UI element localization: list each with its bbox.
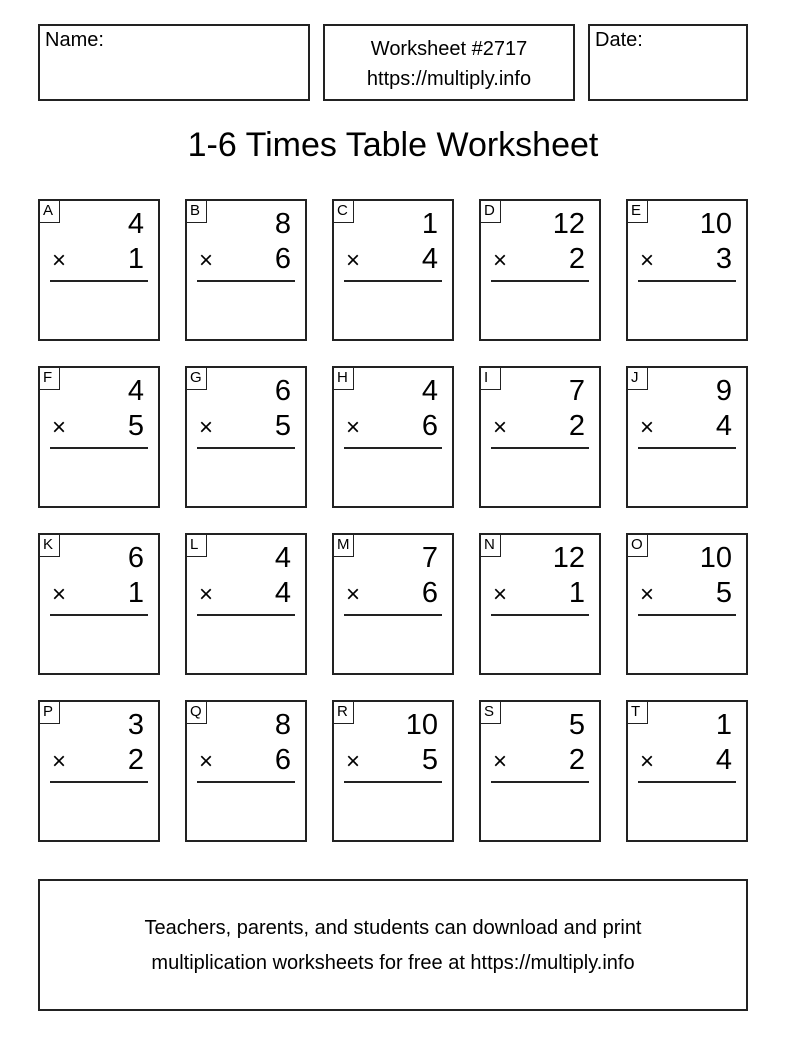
multiplicand: 10 [405, 709, 438, 741]
multiplicand: 4 [127, 375, 144, 407]
times-sign: × [346, 748, 361, 775]
times-sign: × [493, 247, 508, 274]
problem-letter: C [334, 201, 354, 223]
problem-card-k[interactable] [38, 533, 160, 675]
multiplier: 1 [568, 577, 585, 609]
times-sign: × [199, 247, 214, 274]
answer-line [638, 781, 736, 783]
problem-grid [38, 199, 748, 842]
times-sign: × [346, 247, 361, 274]
problem-card-j[interactable] [626, 366, 748, 508]
problem-letter: T [628, 702, 648, 724]
multiplier: 2 [568, 243, 585, 275]
times-sign: × [493, 748, 508, 775]
problem-card-g[interactable] [185, 366, 307, 508]
multiplier: 6 [274, 744, 291, 776]
problem-card-h[interactable] [332, 366, 454, 508]
multiplier: 1 [127, 243, 144, 275]
times-sign: × [199, 748, 214, 775]
problem-card-b[interactable] [185, 199, 307, 341]
problem-card-d[interactable] [479, 199, 601, 341]
problem-card-f[interactable] [38, 366, 160, 508]
multiplicand: 1 [715, 709, 732, 741]
answer-line [197, 781, 295, 783]
times-sign: × [52, 581, 67, 608]
problem-letter: I [481, 368, 501, 390]
problem-letter: D [481, 201, 501, 223]
worksheet-info-box [323, 24, 575, 101]
times-sign: × [52, 247, 67, 274]
multiplier: 5 [715, 577, 732, 609]
footer-box [38, 879, 748, 1011]
problem-letter: L [187, 535, 207, 557]
times-sign: × [52, 748, 67, 775]
name-label: Name: [45, 29, 104, 51]
problem-letter: O [628, 535, 648, 557]
answer-line [50, 280, 148, 282]
times-sign: × [52, 414, 67, 441]
problem-card-i[interactable] [479, 366, 601, 508]
problem-card-a[interactable] [38, 199, 160, 341]
answer-line [50, 447, 148, 449]
multiplicand: 4 [274, 542, 291, 574]
problem-letter: N [481, 535, 501, 557]
multiplier: 5 [421, 744, 438, 776]
answer-line [344, 447, 442, 449]
problem-letter: F [40, 368, 60, 390]
problem-card-l[interactable] [185, 533, 307, 675]
times-sign: × [493, 581, 508, 608]
multiplier: 4 [715, 744, 732, 776]
times-sign: × [640, 748, 655, 775]
multiplicand: 5 [568, 709, 585, 741]
date-field-box[interactable] [588, 24, 748, 101]
problem-card-q[interactable] [185, 700, 307, 842]
answer-line [50, 614, 148, 616]
multiplier: 5 [127, 410, 144, 442]
answer-line [344, 280, 442, 282]
multiplicand: 12 [552, 542, 585, 574]
answer-line [344, 614, 442, 616]
worksheet-number: Worksheet #2717 [370, 38, 528, 60]
worksheet-url: https://multiply.info [366, 68, 532, 90]
problem-card-r[interactable] [332, 700, 454, 842]
footer-line-1: Teachers, parents, and students can download and print [144, 917, 642, 939]
times-sign: × [346, 581, 361, 608]
problem-card-m[interactable] [332, 533, 454, 675]
problem-card-c[interactable] [332, 199, 454, 341]
multiplicand: 4 [127, 208, 144, 240]
problem-letter: H [334, 368, 354, 390]
problem-letter: M [334, 535, 354, 557]
multiplicand: 10 [699, 208, 732, 240]
answer-line [197, 447, 295, 449]
multiplier: 4 [421, 243, 438, 275]
multiplier: 4 [715, 410, 732, 442]
multiplicand: 4 [421, 375, 438, 407]
multiplicand: 1 [421, 208, 438, 240]
multiplier: 2 [568, 410, 585, 442]
problem-card-o[interactable] [626, 533, 748, 675]
problem-letter: G [187, 368, 207, 390]
problem-card-t[interactable] [626, 700, 748, 842]
multiplicand: 6 [127, 542, 144, 574]
times-sign: × [493, 414, 508, 441]
problem-letter: R [334, 702, 354, 724]
times-sign: × [199, 581, 214, 608]
problem-letter: S [481, 702, 501, 724]
multiplier: 6 [421, 410, 438, 442]
multiplicand: 10 [699, 542, 732, 574]
multiplicand: 7 [421, 542, 438, 574]
answer-line [638, 447, 736, 449]
times-sign: × [199, 414, 214, 441]
answer-line [638, 280, 736, 282]
footer-line-2: multiplication worksheets for free at https://multiply.info [151, 952, 635, 974]
multiplicand: 8 [274, 208, 291, 240]
problem-letter: J [628, 368, 648, 390]
times-sign: × [346, 414, 361, 441]
multiplicand: 8 [274, 709, 291, 741]
multiplier: 1 [127, 577, 144, 609]
multiplier: 3 [715, 243, 732, 275]
times-sign: × [640, 247, 655, 274]
multiplicand: 7 [568, 375, 585, 407]
problem-card-p[interactable] [38, 700, 160, 842]
answer-line [197, 614, 295, 616]
times-sign: × [640, 414, 655, 441]
times-sign: × [640, 581, 655, 608]
answer-line [491, 280, 589, 282]
problem-card-s[interactable] [479, 700, 601, 842]
answer-line [638, 614, 736, 616]
problem-letter: E [628, 201, 648, 223]
page-title: 1-6 Times Table Worksheet [187, 126, 599, 164]
answer-line [50, 781, 148, 783]
name-field-box[interactable] [38, 24, 310, 101]
multiplier: 6 [421, 577, 438, 609]
problem-letter: P [40, 702, 60, 724]
multiplier: 6 [274, 243, 291, 275]
multiplier: 2 [127, 744, 144, 776]
multiplicand: 9 [715, 375, 732, 407]
answer-line [491, 447, 589, 449]
date-label: Date: [595, 29, 643, 51]
multiplicand: 12 [552, 208, 585, 240]
answer-line [197, 280, 295, 282]
multiplicand: 3 [127, 709, 144, 741]
problem-letter: B [187, 201, 207, 223]
answer-line [344, 781, 442, 783]
multiplier: 2 [568, 744, 585, 776]
answer-line [491, 781, 589, 783]
problem-card-e[interactable] [626, 199, 748, 341]
problem-letter: K [40, 535, 60, 557]
multiplier: 5 [274, 410, 291, 442]
problem-letter: A [40, 201, 60, 223]
multiplier: 4 [274, 577, 291, 609]
problem-card-n[interactable] [479, 533, 601, 675]
answer-line [491, 614, 589, 616]
multiplicand: 6 [274, 375, 291, 407]
problem-letter: Q [187, 702, 207, 724]
